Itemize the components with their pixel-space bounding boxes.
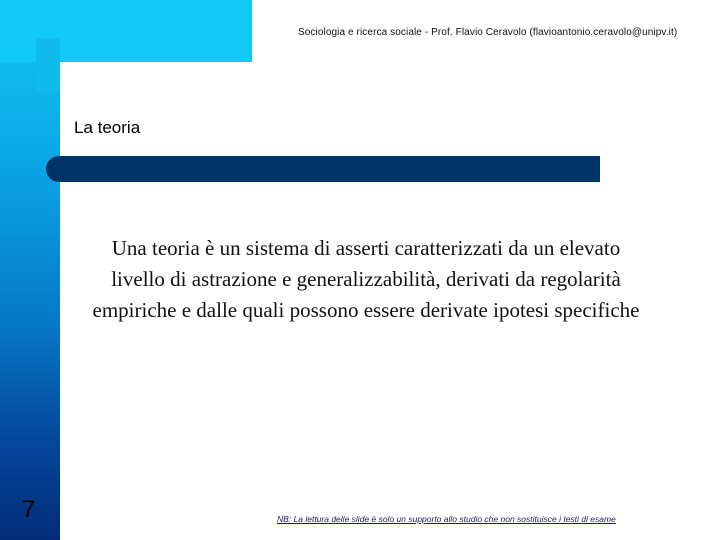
slide-title: La teoria xyxy=(74,118,141,137)
page-number: 7 xyxy=(22,496,36,523)
top-band-accent xyxy=(36,38,60,92)
slide-body: Una teoria è un sistema di asserti caratterizzati da un elevato livello di astrazione e generalizzabilità, derivati da regolarità empiriche e dalle quali possono essere derivate ipotesi specifiche xyxy=(92,236,640,322)
content-corner xyxy=(60,62,100,102)
title-bar xyxy=(46,156,600,182)
header-text: Sociologia e ricerca sociale - Prof. Flavio Ceravolo (flavioantonio.ceravolo@unipv.it) xyxy=(298,27,678,38)
footer-note[interactable]: NB: La lettura delle slide è solo un supporto allo studio che non sostituisce i testi di esame xyxy=(277,514,616,524)
